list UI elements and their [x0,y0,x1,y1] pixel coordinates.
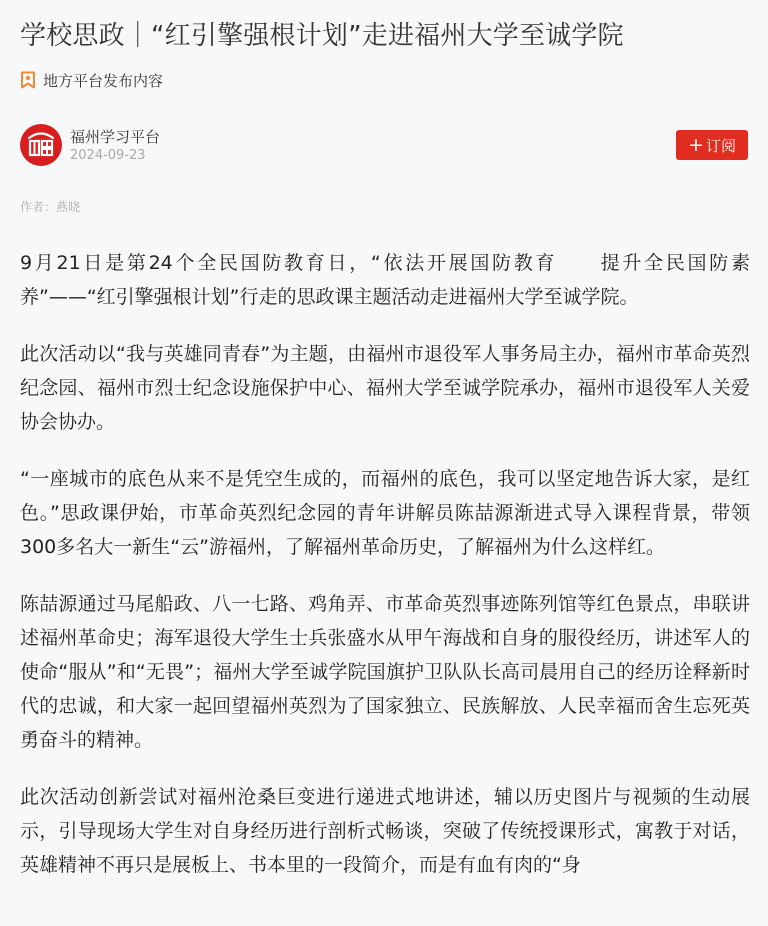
fu-logo-icon [20,124,62,166]
paragraph: 9月21日是第24个全民国防教育日，“依法开展国防教育 提升全民国防素养”——“红引擎强根计划”行走的思政课主题活动走进福州大学至诚学院。 [20,252,750,308]
author-byline: 作者：燕晓 [20,200,81,214]
publisher-bar [20,124,748,168]
subscribe-label: 订阅 [705,136,736,155]
avatar[interactable] [20,124,62,166]
paragraph: 此次活动创新尝试对福州沧桑巨变进行递进式地讲述，辅以历史图片与视频的生动展示，引导现场大学生对自身经历进行剖析式畅谈，突破了传统授课形式，寓教于对话，英雄精神不再只是展板上、书本里的一段简介，而是有血有肉的“身 [20,786,750,876]
article-title: 学校思政｜“红引擎强根计划”走进福州大学至诚学院 [20,21,624,51]
paragraph: 陈喆源通过马尾船政、八一七路、鸡角弄、市革命英烈事迹陈列馆等红色景点，串联讲述福州革命史；海军退役大学生士兵张盛水从甲午海战和自身的服役经历，讲述军人的使命“服从”和“无畏”；福州大学至诚学院国旗护卫队队长高司晨用自己的经历诠释新时代的忠诚，和大家一起回望福州英烈为了国家独立、民族解放、人民幸福而舍生忘死英勇奋斗的精神。 [20,593,750,751]
paragraph: 此次活动以“我与英雄同青春”为主题，由福州市退役军人事务局主办，福州市革命英烈纪念园、福州市烈士纪念设施保护中心、福州大学至诚学院承办，福州市退役军人关爱协会协办。 [20,343,750,433]
subscribe-button[interactable] [676,130,748,160]
source-label: 地方平台发布内容 [43,71,164,90]
publisher-name[interactable]: 福州学习平台 [70,128,161,146]
paragraph: “一座城市的底色从来不是凭空生成的，而福州的底色，我可以坚定地告诉大家，是红色。”思政课伊始，市革命英烈纪念园的青年讲解员陈喆源渐进式导入课程背景，带领300多名大一新生“云”游福州，了解福州革命历史，了解福州为什么这样红。 [20,468,750,558]
article-body [20,246,750,905]
bookmark-badge-icon [20,71,36,89]
publish-date: 2024-09-23 [70,148,146,163]
plus-icon: + [688,133,704,156]
source-tag [20,66,163,94]
